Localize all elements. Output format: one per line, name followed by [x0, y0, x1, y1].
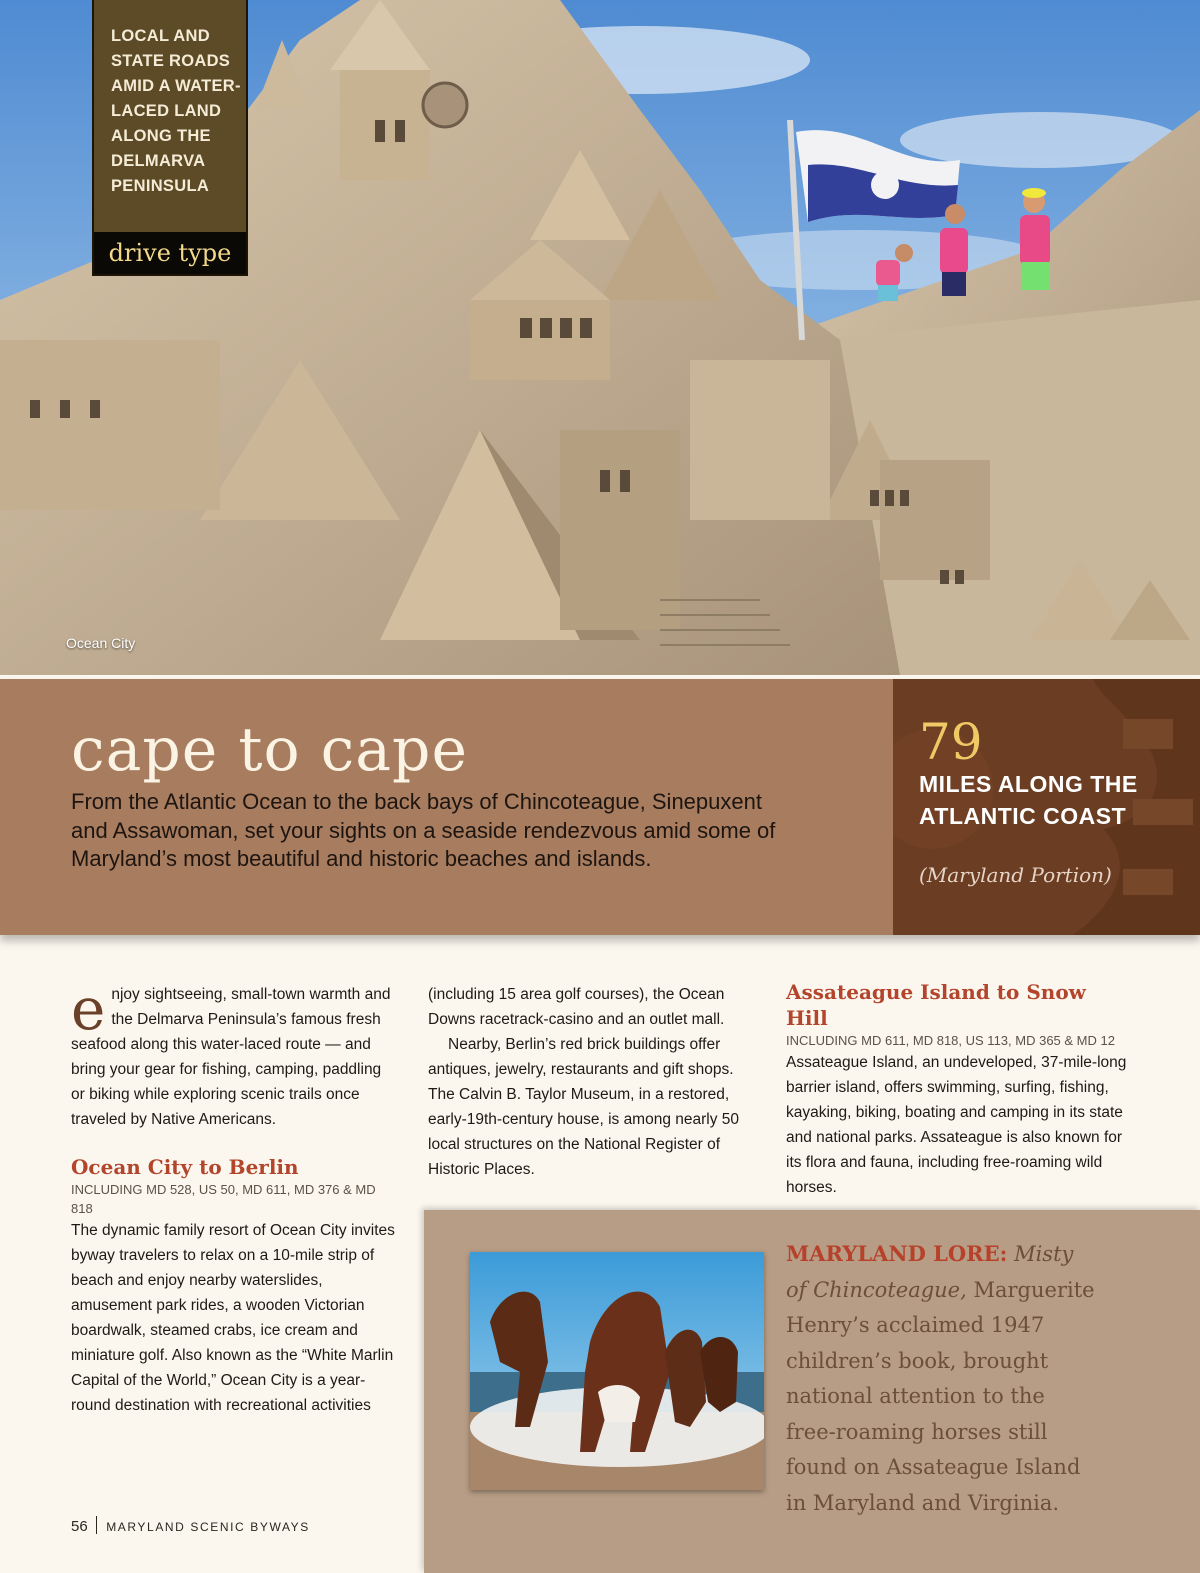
photo-caption: Ocean City: [66, 635, 136, 651]
lore-body: Marguerite Henry’s acclaimed 1947 children’s book, brought national attention to the free-roaming horses still found on Assateague Island in Maryland and Virginia.: [786, 1277, 1095, 1515]
drive-description: LOCAL AND STATE ROADS AMID A WATER-LACED LAND ALONG THE DELMARVA PENINSULA: [111, 27, 241, 195]
mileage-description: MILES ALONG THE ATLANTIC COAST: [919, 771, 1138, 829]
maryland-lore-box: [424, 1210, 1200, 1573]
mileage-panel: [893, 679, 1200, 935]
column-2: [428, 982, 758, 1182]
drop-cap: e: [71, 975, 106, 1043]
column-1: [71, 975, 396, 1418]
title-deck: From the Atlantic Ocean to the back bays of Chincoteague, Sinepuxent and Assawoman, set your sights on a seaside rendezvous amid some of Maryland’s most beautiful and historic beaches and islands.: [71, 789, 776, 871]
berlin-paragraph: Nearby, Berlin’s red brick buildings offer antiques, jewelry, restaurants and gift shops. The Calvin B. Taylor Museum, in a restored, early-19th-century house, is among nearly 50 local structures on the National Register of Historic Places.: [428, 1036, 740, 1178]
wild-horses-photo: [470, 1252, 764, 1490]
lore-book-title: Misty of Chincoteague,: [786, 1242, 1074, 1302]
drive-type-box: [94, 0, 246, 274]
hero-photo: [0, 0, 1200, 675]
column-3: [786, 979, 1131, 1200]
page-footer: [71, 1516, 310, 1537]
section-routes-assateague: INCLUDING MD 611, MD 818, US 113, MD 365 & MD 12: [786, 1033, 1115, 1048]
lore-text: [786, 1236, 1096, 1521]
mileage-number: 79: [919, 713, 983, 771]
intro-paragraph: [71, 975, 396, 1132]
title-band: [0, 679, 1200, 935]
page-number: 56: [71, 1518, 88, 1535]
assateague-paragraph: Assateague Island, an undeveloped, 37-mile-long barrier island, offers swimming, surfing, fishing, kayaking, biking, boating and camping in its state and national parks. Assateague is also known for its flora and fauna, including free-roaming wild horses.: [786, 1054, 1127, 1196]
intro-text: njoy sightseeing, small-town warmth and the Delmarva Peninsula’s famous fresh seafood along this water-laced route — and bring your gear for fishing, camping, paddling or biking while exploring scenic trails once traveled by Native Americans.: [71, 986, 391, 1128]
lore-label: MARYLAND LORE:: [786, 1241, 1008, 1266]
mileage-note: (Maryland Portion): [919, 863, 1112, 887]
folio-divider: [96, 1516, 98, 1534]
page-title: cape to cape: [71, 715, 468, 785]
section-heading-ocean-city: Ocean City to Berlin: [71, 1155, 299, 1179]
section-heading-assateague: Assateague Island to Snow Hill: [786, 980, 1086, 1030]
publication-name: MARYLAND SCENIC BYWAYS: [106, 1520, 310, 1534]
drive-type-label: drive type: [94, 232, 246, 274]
ocean-city-paragraph: The dynamic family resort of Ocean City invites byway travelers to relax on a 10-mile strip of beach and enjoy nearby waterslides, amusement park rides, a wooden Victorian boardwalk, steamed crabs, ice cream and miniature golf. Also known as the “White Marlin Capital of the World,” Ocean City is a year-round destination with recreational activities: [71, 1222, 395, 1414]
section-routes-ocean-city: INCLUDING MD 528, US 50, MD 611, MD 376 & MD 818: [71, 1182, 376, 1216]
continued-paragraph: (including 15 area golf courses), the Ocean Downs racetrack-casino and an outlet mall.: [428, 986, 725, 1028]
